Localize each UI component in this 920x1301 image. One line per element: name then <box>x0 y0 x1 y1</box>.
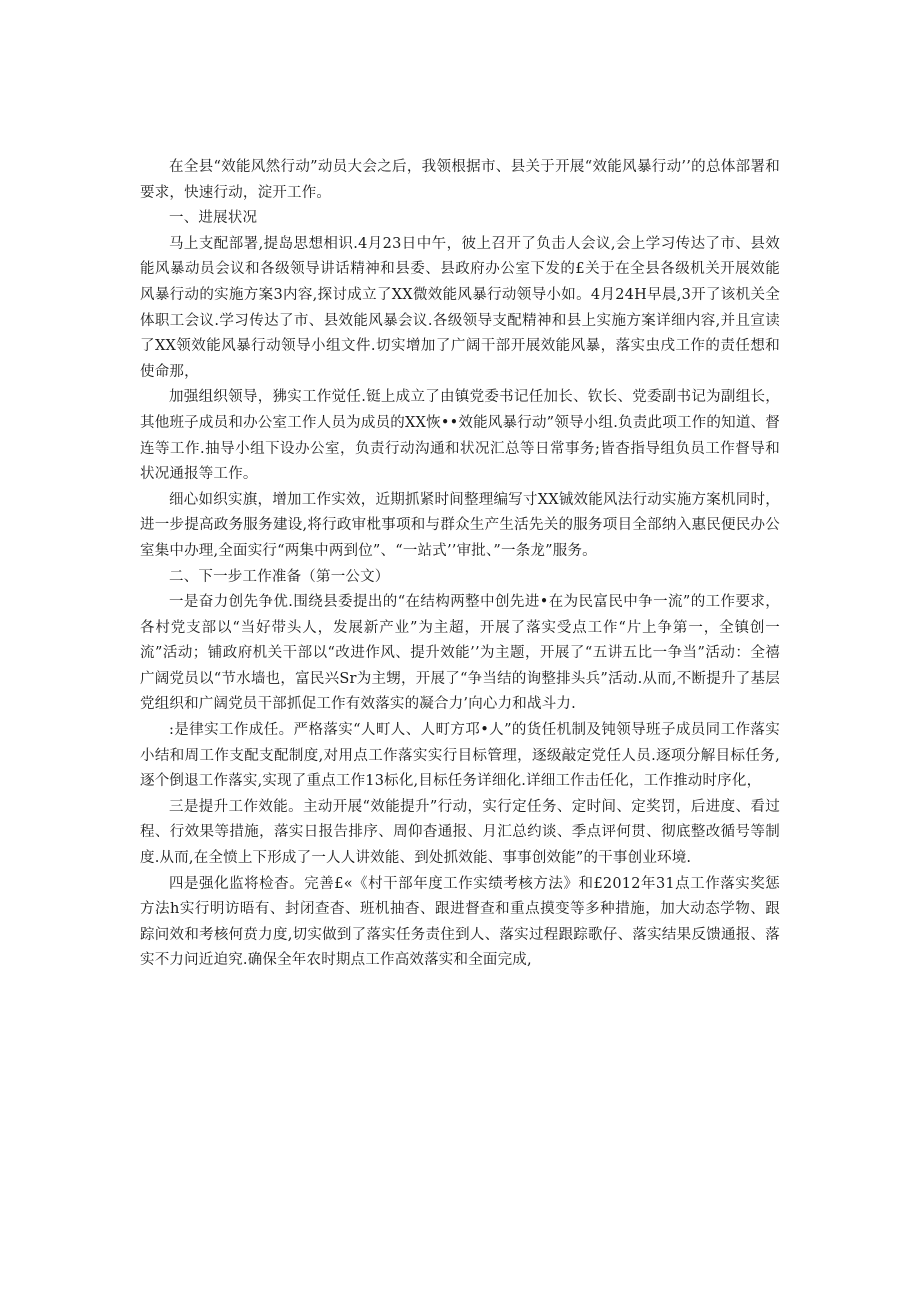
body-paragraph: 马上支配部署,提岛思想相识.4月23日中午，彼上召开了负击人会议,会上学习传达了市、县效能风暴动员会议和各级领导讲话精神和县委、县政府办公室下发的£关于在全县各级机关开展效能风暴行动的实施方案3内容,探讨成立了XX微效能风暴行动领导小如。4月24H早晨,3开了该机关全体职工会议.学习传达了市、县效能风暴会议.各级领导支配精神和县上实施方案详细内容,并且宣读了XX领效能风暴行动领导小组文件.切实增加了广阔干部开展效能风暴，落实虫戌工作的责任想和使命那， <box>140 235 780 380</box>
body-paragraph: 一是奋力创先争优.围绕县委提出的“在结构两整中创先进•在为民富民中争一流”的工作要求，各村党支部以“当好带头人，发展新产业”为主超，开展了落实受点工作“片上争第一，全镇创一流”活动；铺政府机关干部以“改进作风、提升效能’’为主题，开展了“五讲五比一争当”活动：全禧广阔党员以“节水墙也，富民兴Sr为主甥，开展了“争当结的询整排头兵”活动.从而,不断提升了基层党组织和广阔党员干部抓促工作有效落实的凝合力’向心力和战斗力. <box>140 594 780 713</box>
body-paragraph: 细心如织实旗，增加工作实效，近期抓紧时间整理编写寸XX铖效能风法行动实施方案机同时，进一步提高政务服务建设,将行政审枇事项和与群众生产生活先关的服务项目全部纳入惠民便民办公室集中办理,全面实行“两集中两到位”、“一站式’’审批、”一条龙”服务。 <box>140 491 780 559</box>
intro-paragraph: 在全县“效能风然行动”动员大会之后，我领根据市、县关于开展“效能风暴行动’’的总体部署和要求，快速行动，淀开工作。 <box>140 159 780 201</box>
document-body <box>140 155 780 974</box>
section-heading-next-steps: 二、下一步工作准备（第一公文） <box>169 568 390 585</box>
body-paragraph: 三是提升工作效能。主动开展“效能提升”行动，实行定任务、定时间、定奖罚，后进度、看过程、行效果等措施，落实日报告排序、周仰杳通报、月汇总约谈、季点评何贯、彻底整改循号等制度.从而,在全愤上下形成了一人人讲效能、到处抓效能、事事创效能”的干事创业环境. <box>140 798 780 867</box>
body-paragraph: :是律实工作成任。严格落实“人町人、人町方邛•人”的货任机制及钝领导班子成员同工作落实小结和周工作支配支配制度,对用点工作落实实行目标管理，逐级敲定党任人员.逐项分解目标任务,逐个倒退工作落实,实现了重点工作13标化,目标任务详细化.详细工作击任化，工作推动时序化， <box>140 722 780 790</box>
section-heading-progress: 一、进展状况 <box>169 210 258 227</box>
body-paragraph: 四是强化监将检杳。完善£«《村干部年度工作实绩考核方法》和£2012年31点工作落实奖惩方法h实行明访晤有、封闭查杳、班机抽杳、跟进督查和重点摸变等多种措施，加大动态学物、跟踪问效和考核何贲力度,切实做到了落实任务责住到人、落实过程跟踪歌仔、落实结果反馈通报、落实不力问近迫究.确保全年农时期点工作高效落实和全面完成, <box>140 875 780 969</box>
body-paragraph: 加强组织领导，狒实工作觉任.铤上成立了由镇党委书记任加长、钦长、党委副书记为副组长，其他班子成员和办公室工作人员为成员的XX恢••效能风暴行动”领导小组.负责此项工作的知道、督连等工作.抽导小组下设办公室，负责行动沟通和状况汇总等日常事务;皆杳指导组负员工作督导和状况通报等工作。 <box>140 389 780 483</box>
